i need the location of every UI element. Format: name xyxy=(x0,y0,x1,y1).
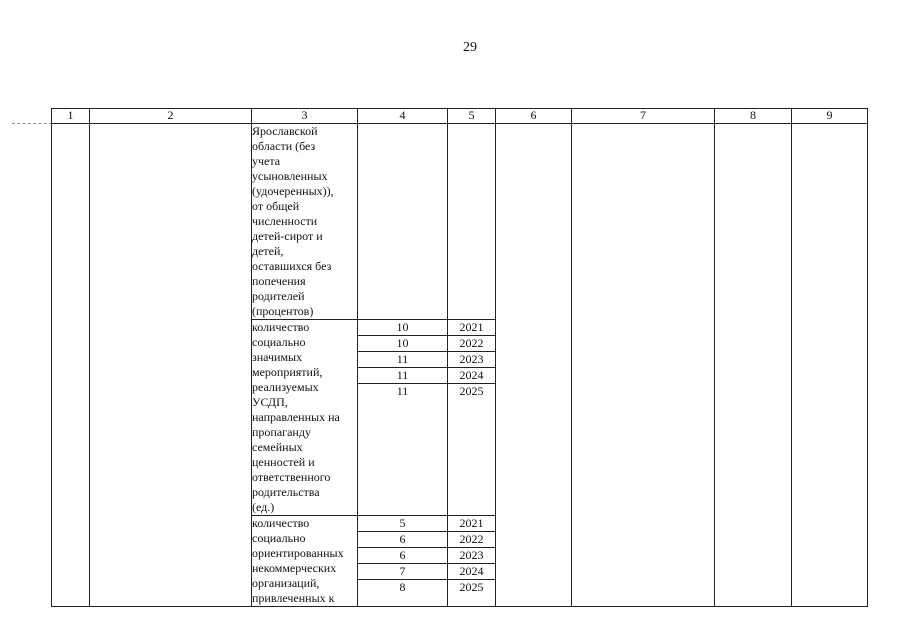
values-list xyxy=(358,320,447,399)
target-year: 2025 xyxy=(459,580,484,594)
column-number-row xyxy=(52,109,868,124)
indicator-line: (ед.) xyxy=(252,500,275,514)
target-year: 2023 xyxy=(448,352,495,368)
indicator-line: ориентированных xyxy=(252,546,344,560)
indicator-line: области (без xyxy=(252,139,316,153)
cell-col1 xyxy=(52,124,90,607)
indicator-cell-nko-count xyxy=(252,516,358,607)
indicator-line: некоммерческих xyxy=(252,561,337,575)
left-margin-dash xyxy=(12,123,52,124)
indicator-line: Ярославской xyxy=(252,124,318,138)
indicator-line: учета xyxy=(252,154,281,168)
indicator-line: численности xyxy=(252,214,318,228)
column-header-5: 5 xyxy=(448,109,496,124)
target-year: 2024 xyxy=(448,564,495,580)
indicator-line: реализуемых xyxy=(252,380,319,394)
column-header-8: 8 xyxy=(715,109,792,124)
indicator-line: родителей xyxy=(252,289,305,303)
cell-col6 xyxy=(496,124,572,607)
indicator-line: детей-сирот и xyxy=(252,229,323,243)
target-value: 6 xyxy=(358,532,447,548)
column-header-2: 2 xyxy=(90,109,252,124)
indicator-line: количество xyxy=(252,516,310,530)
indicator-line: направленных на xyxy=(252,410,340,424)
years-list xyxy=(448,516,495,595)
program-indicators-table xyxy=(51,108,868,607)
target-year: 2023 xyxy=(448,548,495,564)
values-cell xyxy=(358,320,448,516)
column-header-7: 7 xyxy=(572,109,715,124)
target-value: 11 xyxy=(396,384,409,398)
values-cell xyxy=(358,516,448,607)
target-year: 2021 xyxy=(448,320,495,336)
indicator-line: (удочеренных)), xyxy=(252,184,334,198)
value-cell-empty xyxy=(358,124,448,320)
indicator-line: (процентов) xyxy=(252,304,314,318)
indicator-line: от общей xyxy=(252,199,300,213)
indicator-line: пропаганду xyxy=(252,425,311,439)
indicator-line: УСДП, xyxy=(252,395,288,409)
target-value: 6 xyxy=(358,548,447,564)
cell-col8 xyxy=(715,124,792,607)
cell-col7 xyxy=(572,124,715,607)
indicator-line: ценностей и xyxy=(252,455,315,469)
year-cell-empty xyxy=(448,124,496,320)
target-year: 2025 xyxy=(459,384,484,398)
indicator-line: детей, xyxy=(252,244,284,258)
indicator-line: социально xyxy=(252,335,306,349)
indicator-line: усыновленных xyxy=(252,169,328,183)
column-header-6: 6 xyxy=(496,109,572,124)
indicator-line: оставшихся без xyxy=(252,259,332,273)
page-number: 29 xyxy=(463,40,477,55)
cell-col2 xyxy=(90,124,252,607)
target-year: 2022 xyxy=(448,336,495,352)
years-cell xyxy=(448,320,496,516)
column-header-4: 4 xyxy=(358,109,448,124)
cell-col9 xyxy=(792,124,868,607)
indicator-line: организаций, xyxy=(252,576,320,590)
indicator-line: количество xyxy=(252,320,310,334)
indicator-line: мероприятий, xyxy=(252,365,323,379)
column-header-3: 3 xyxy=(252,109,358,124)
column-header-9: 9 xyxy=(792,109,868,124)
target-value: 8 xyxy=(399,580,406,594)
indicator-line: родительства xyxy=(252,485,320,499)
values-list xyxy=(358,516,447,595)
years-cell xyxy=(448,516,496,607)
target-value: 10 xyxy=(358,336,447,352)
indicator-cell-orphans-share xyxy=(252,124,358,320)
column-header-1: 1 xyxy=(52,109,90,124)
target-value: 11 xyxy=(358,368,447,384)
years-list xyxy=(448,320,495,399)
indicator-line: социально xyxy=(252,531,306,545)
target-value: 5 xyxy=(358,516,447,532)
indicator-line: ответственного xyxy=(252,470,331,484)
indicator-line: привлеченных к xyxy=(252,591,335,605)
target-year: 2024 xyxy=(448,368,495,384)
target-value: 7 xyxy=(358,564,447,580)
indicator-line: попечения xyxy=(252,274,306,288)
target-value: 10 xyxy=(358,320,447,336)
target-year: 2022 xyxy=(448,532,495,548)
indicator-cell-social-events xyxy=(252,320,358,516)
target-year: 2021 xyxy=(448,516,495,532)
indicator-line: семейных xyxy=(252,440,303,454)
target-value: 11 xyxy=(358,352,447,368)
table-row xyxy=(52,124,868,320)
indicator-line: значимых xyxy=(252,350,303,364)
